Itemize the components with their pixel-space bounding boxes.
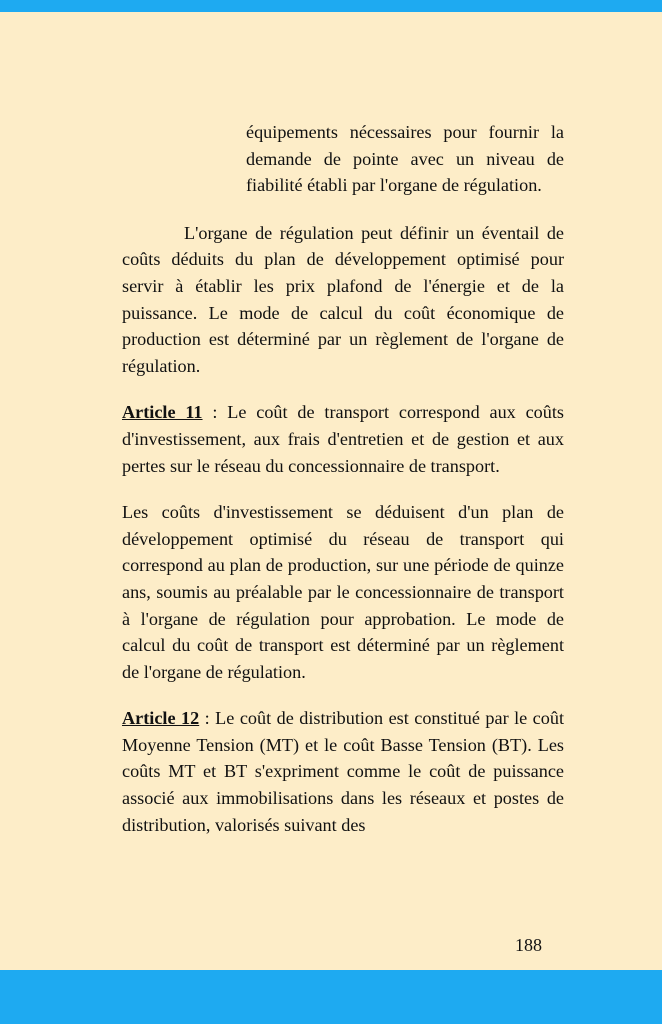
- paragraph-investment-costs: Les coûts d'investissement se déduisent d'un plan de développement optimisé du réseau de transport qui correspond au plan de production, sur une période de quinze ans, soumis au préalable par le concessionnaire de transport à l'organe de régulation pour approbation. Le mode de calcul du coût de transport est déterminé par un règlement de l'organe de régulation.: [122, 502, 564, 682]
- paragraph-regulation-costs: L'organe de régulation peut définir un éventail de coûts déduits du plan de développement optimisé pour servir à établir les prix plafond de l'énergie et de la puissance. Le mode de calcul du coût économique de production est déterminé par un règlement de l'organe de régulation.: [122, 222, 564, 376]
- page-number: 188: [515, 935, 542, 955]
- bottom-bar: [0, 970, 662, 1024]
- article-12-text: : Le coût de distribution est constitué par le coût Moyenne Tension (MT) et le coût Basse Tension (BT). Les coûts MT et BT s'expriment comme le coût de puissance associé aux immobilisations dans les réseaux et postes de distribution, valorisés suivant des: [122, 708, 565, 835]
- article-11-text: : Le coût de transport correspond aux coûts d'investissement, aux frais d'entretien et de gestion et aux pertes sur le réseau du concessionnaire de transport.: [122, 402, 564, 476]
- document-page: [122, 119, 564, 838]
- paragraph-continuation: équipements nécessaires pour fournir la demande de pointe avec un niveau de fiabilité établi par l'organe de régulation.: [246, 122, 564, 196]
- article-12-paragraph: [122, 705, 564, 838]
- top-bar: [0, 0, 662, 12]
- article-12-label: Article 12: [122, 708, 200, 729]
- article-11-paragraph: [122, 399, 564, 479]
- article-11-label: Article 11: [122, 402, 203, 423]
